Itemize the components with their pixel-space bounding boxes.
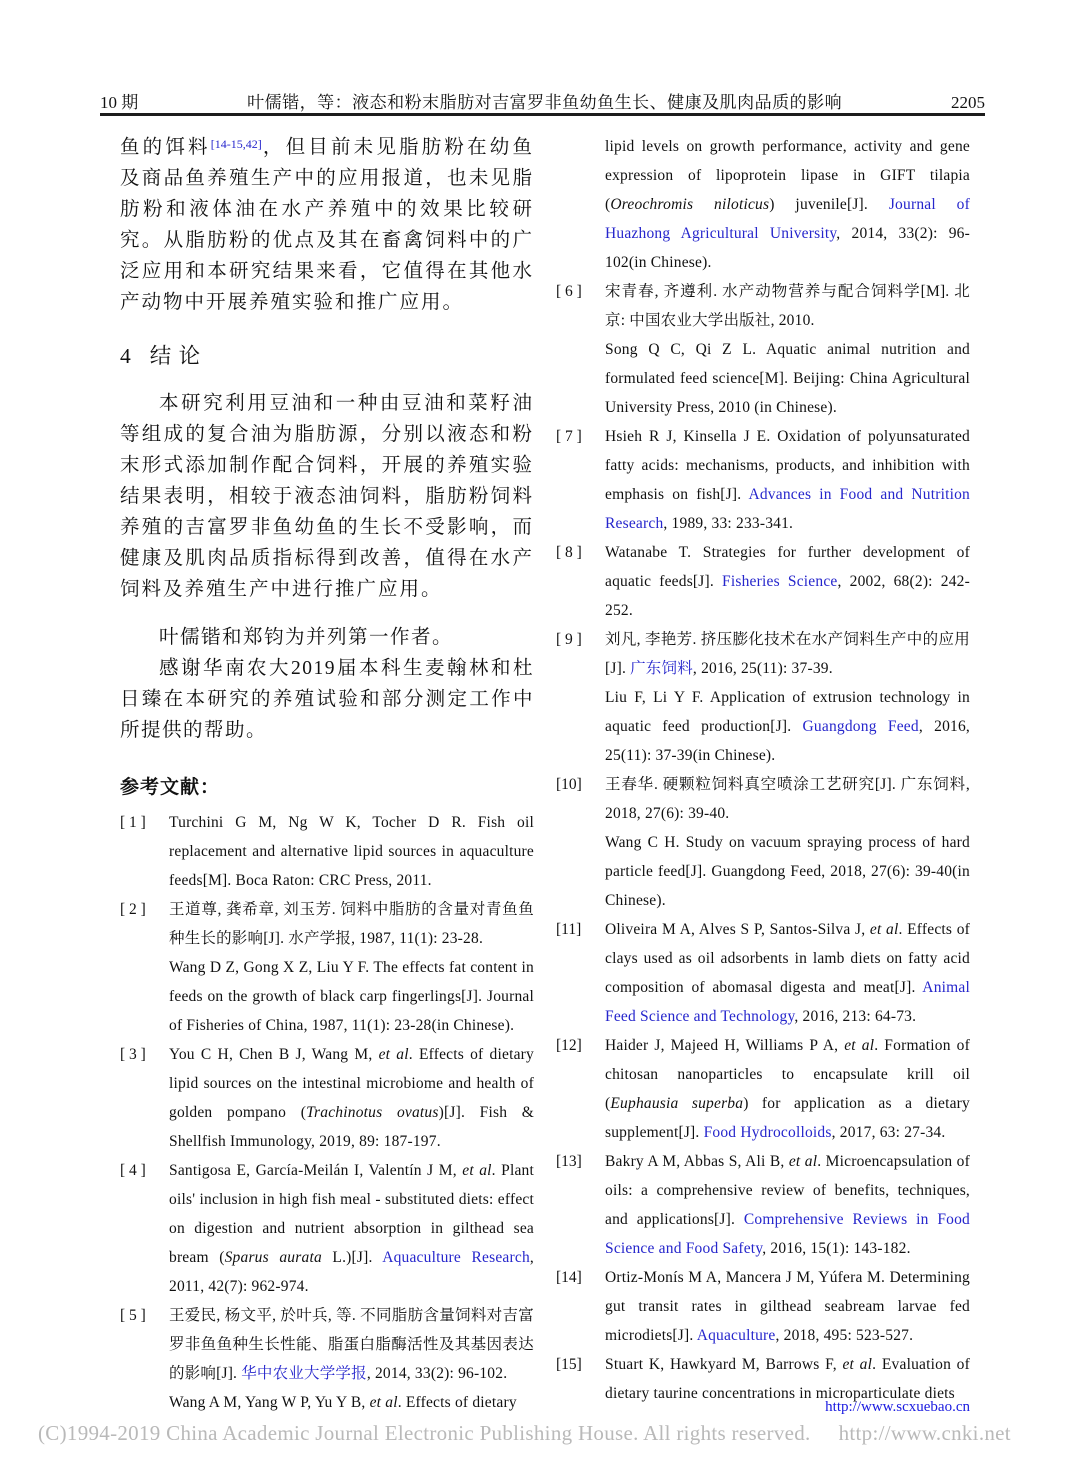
text-run: , 2016, 15(1): 143-182. (762, 1240, 911, 1257)
reference-text (605, 335, 970, 422)
reference-text (605, 625, 970, 683)
text-run: Wang C H. Study on vacuum spraying process of hard particle feed[J]. Guangdong Feed, 2018, 27(6): 39-40(in Chinese). (605, 834, 970, 909)
reference-item (556, 625, 970, 770)
text-run: You C H, Chen B J, Wang M, (169, 1046, 379, 1063)
text-run: . Plant oils' inclusion in high fish meal - substituted diets: effect on digestion and nutrient absorption in gilthead sea bream ( (169, 1162, 535, 1266)
reference-item (120, 1040, 534, 1156)
journal-name-link[interactable]: 华中农业大学学报 (241, 1365, 367, 1382)
reference-number: [ 3 ] (120, 1046, 146, 1063)
reference-body (605, 625, 970, 770)
text-run: Wang D Z, Gong X Z, Liu Y F. The effects fat content in feeds on the growth of black carp fingerlings[J]. Journal of Fisheries of China, 1987, 11(1): 23-28(in Chinese). (169, 959, 534, 1034)
reference-number: [12] (556, 1037, 582, 1054)
reference-number: [14] (556, 1269, 582, 1286)
text-run: Wang A M, Yang W P, Yu Y B, (169, 1394, 370, 1411)
left-column (120, 132, 534, 1417)
text-run: . Effects of dietary lipid sources on the intestinal microbiome and health of golden pompano ( (169, 1046, 534, 1121)
italic-text: Trachinotus ovatus (306, 1104, 439, 1121)
reference-body (605, 1263, 970, 1350)
journal-name-link[interactable]: Animal Feed Science and Technology (605, 979, 970, 1025)
text-run: . Formation of chitosan nanoparticles to encapsulate krill oil ( (605, 1037, 970, 1112)
journal-name-link[interactable]: Comprehensive Reviews in Food Science and Food Safety (605, 1211, 970, 1257)
notes-block (120, 622, 534, 746)
scxuebao-url-link[interactable]: http://www.scxuebao.cn (825, 1399, 970, 1415)
reference-text (169, 808, 534, 895)
italic-text: et al (378, 1046, 409, 1063)
reference-body (605, 770, 970, 915)
text-run: ) for application as a dietary supplement[J]. (605, 1095, 970, 1141)
reference-item (556, 770, 970, 915)
page-number: 2205 (951, 93, 985, 112)
text-run: 刘凡, 李艳芳. 挤压膨化技术在水产饲料生产中的应用[J]. (605, 631, 970, 677)
italic-text: et al (788, 1153, 818, 1170)
text-run: , 1989, 33: 233-341. (663, 515, 794, 532)
reference-text (605, 1263, 970, 1350)
text-run: , 2002, 68(2): 242-252. (605, 573, 970, 619)
text-run: )[J]. Fish & Shellfish Immunology, 2019, 89: 187-197. (169, 1104, 535, 1150)
citation-superscript-link[interactable]: [14-15,42] (210, 136, 262, 151)
text-run: . Effects of clays used as oil adsorbents in lamb diets on fatty acid composition of abomasal digesta and meat[J]. (605, 921, 971, 996)
co-first-author-note: 叶儒锴和郑钧为并列第一作者。 (159, 627, 454, 648)
text-run: Stuart K, Hawkyard M, Barrows F, (605, 1356, 843, 1373)
reference-text (169, 953, 534, 1040)
text-run: Song Q C, Qi Z L. Aquatic animal nutrition and formulated feed science[M]. Beijing: China Agricultural University Press, 2010 (in Chinese). (605, 341, 970, 416)
section-heading-conclusion (120, 339, 534, 370)
text-run: 王道尊, 龚希章, 刘玉芳. 饲料中脂肪的含量对青鱼鱼种生长的影响[J]. 水产学报, 1987, 11(1): 23-28. (169, 901, 534, 947)
reference-body (169, 1040, 534, 1156)
reference-text (169, 1156, 534, 1301)
reference-body (605, 538, 970, 625)
text-run: Turchini G M, Ng W K, Tocher D R. Fish oil replacement and alternative lipid sources in aquaculture feeds[M]. Boca Raton: CRC Press, 2011. (169, 814, 534, 889)
text-run: . Microencapsulation of oils: a comprehensive review of benefits, techniques, and applications[J]. (605, 1153, 970, 1228)
italic-text: et al (462, 1162, 492, 1179)
reference-text (169, 1301, 534, 1388)
reference-text (605, 132, 970, 277)
reference-body (605, 1031, 970, 1147)
reference-number: [ 5 ] (120, 1307, 146, 1324)
text-run: , 2011, 42(7): 962-974. (169, 1249, 534, 1295)
text-run: 王春华. 硬颗粒饲料真空喷涂工艺研究[J]. 广东饲料, 2018, 27(6): 39-40. (605, 776, 970, 822)
journal-name-link[interactable]: Advances in Food and Nutrition Research (605, 486, 970, 532)
italic-text: et al (869, 921, 899, 938)
acknowledgement-note: 感谢华南农大2019届本科生麦翰林和杜日臻在本研究的养殖试验和部分测定工作中所提供的帮助。 (120, 658, 534, 741)
reference-body (169, 895, 534, 1040)
reference-text (605, 422, 970, 538)
reference-item (556, 538, 970, 625)
issue-label: 10 期 (100, 93, 139, 112)
section-number: 4 (120, 344, 132, 368)
cnki-url-link[interactable]: http://www.cnki.net (838, 1421, 1011, 1445)
reference-number: [11] (556, 921, 582, 938)
journal-name-link[interactable]: 广东饲料 (630, 660, 693, 677)
reference-item (120, 1301, 534, 1417)
references-list-left (120, 808, 534, 1417)
text-run: ) juvenile[J]. (769, 196, 889, 213)
italic-text: Sparus aurata (224, 1249, 322, 1266)
reference-body (169, 1301, 534, 1417)
running-title: 叶儒锴，等：液态和粉末脂肪对吉富罗非鱼幼鱼生长、健康及肌肉品质的影响 (247, 93, 843, 112)
reference-number: [10] (556, 776, 582, 793)
reference-number: [ 6 ] (556, 283, 582, 300)
reference-body (169, 808, 534, 895)
journal-name-link[interactable]: Aquaculture Research (382, 1249, 530, 1266)
reference-number: [15] (556, 1356, 582, 1373)
reference-item (120, 1156, 534, 1301)
journal-name-link[interactable]: Journal of Huazhong Agricultural University (605, 196, 970, 242)
text-run: . Effects of dietary (397, 1394, 517, 1411)
reference-text (605, 1147, 970, 1263)
text-run: 王爱民, 杨文平, 於叶兵, 等. 不同脂肪含量饲料对吉富罗非鱼鱼种生长性能、脂蛋白脂酶活性及其基因表达的影响[J]. (169, 1307, 534, 1382)
header-rule (100, 113, 985, 116)
reference-item (120, 895, 534, 1040)
reference-body (605, 915, 970, 1031)
reference-text (605, 828, 970, 915)
right-column (556, 132, 970, 1408)
italic-text: Euphausia superba (610, 1095, 744, 1112)
reference-item (556, 422, 970, 538)
reference-item (556, 1031, 970, 1147)
journal-name-link[interactable]: Fisheries Science (722, 573, 838, 590)
text-run: ，但目前未见脂肪粉在幼鱼及商品鱼养殖生产中的应用报道，也未见脂肪粉和液体油在水产养殖中的效果比较研究。从脂肪粉的优点及其在畜禽饲料中的广泛应用和本研究结果来看，它值得在其他水产动物中开展养殖实验和推广应用。 (120, 137, 534, 313)
text-run: Oliveira M A, Alves S P, Santos-Silva J, (605, 921, 870, 938)
continued-paragraph (120, 132, 534, 318)
italic-text: et al (369, 1394, 398, 1411)
reference-item (556, 277, 970, 422)
references-heading: 参考文献： (120, 777, 221, 798)
reference-body (605, 422, 970, 538)
text-run: . Evaluation of dietary taurine concentrations in microparticulate diets (605, 1356, 970, 1402)
reference-text (605, 683, 970, 770)
text-run: Ortiz-Monís M A, Mancera J M, Yúfera M. Determining gut transit rates in gilthead seabream larvae fed microdiets[J]. (605, 1269, 970, 1344)
reference-number: [ 1 ] (120, 814, 146, 831)
journal-name-link[interactable]: Aquaculture (696, 1327, 776, 1344)
text-run: , 2014, 33(2): 96-102. (366, 1365, 508, 1382)
reference-number: [ 8 ] (556, 544, 582, 561)
reference-text (605, 277, 970, 335)
reference-text (605, 1031, 970, 1147)
reference-item (556, 1263, 970, 1350)
reference-item (120, 808, 534, 895)
journal-name-link[interactable]: Guangdong Feed (802, 718, 919, 735)
page-header (100, 88, 985, 113)
reference-text (169, 1040, 534, 1156)
reference-number: [ 9 ] (556, 631, 582, 648)
reference-number: [13] (556, 1153, 582, 1170)
reference-number: [ 7 ] (556, 428, 582, 445)
reference-text (605, 770, 970, 828)
reference-item (556, 132, 970, 277)
copyright-text: (C)1994-2019 China Academic Journal Electronic Publishing House. All rights reserved. (38, 1421, 811, 1445)
italic-text: Oreochromis niloticus (610, 196, 770, 213)
reference-text (605, 538, 970, 625)
text-run: , 2017, 63: 27-34. (831, 1124, 946, 1141)
reference-body (605, 132, 970, 277)
text-run: , 2014, 33(2): 96-102(in Chinese). (605, 225, 970, 271)
text-run: , 2018, 495: 523-527. (775, 1327, 914, 1344)
reference-number (556, 132, 605, 277)
text-run: , 2016, 25(11): 37-39. (692, 660, 833, 677)
text-run: Liu F, Li Y F. Application of extrusion technology in aquatic feed production[J]. (605, 689, 970, 735)
references-list-right (556, 132, 970, 1408)
reference-text (605, 915, 970, 1031)
text-run: Haider J, Majeed H, Williams P A, (605, 1037, 845, 1054)
copyright-watermark (38, 1421, 1048, 1446)
reference-body (605, 277, 970, 422)
reference-text (169, 1388, 534, 1417)
text-run: Watanabe T. Strategies for further development of aquatic feeds[J]. (605, 544, 970, 590)
reference-number: [ 2 ] (120, 901, 146, 918)
text-run: Hsieh R J, Kinsella J E. Oxidation of polyunsaturated fatty acids: mechanisms, products, and inhibition with emphasis on fish[J]. (605, 428, 970, 503)
journal-name-link[interactable]: Food Hydrocolloids (703, 1124, 832, 1141)
text-run: Bakry A M, Abbas S, Ali B, (605, 1153, 789, 1170)
italic-text: et al (842, 1356, 873, 1373)
section-title: 结 论 (149, 344, 202, 368)
text-run: lipid levels on growth performance, activity and gene expression of lipoprotein lipase in GIFT tilapia ( (605, 138, 970, 213)
reference-item (556, 1147, 970, 1263)
reference-body (605, 1147, 970, 1263)
italic-text: et al (844, 1037, 875, 1054)
reference-text (169, 895, 534, 953)
reference-number: [ 4 ] (120, 1162, 146, 1179)
reference-body (169, 1156, 534, 1301)
conclusion-paragraph: 本研究利用豆油和一种由豆油和菜籽油等组成的复合油为脂肪源，分别以液态和粉末形式添加制作配合饲料，开展的养殖实验结果表明，相较于液态油饲料，脂肪粉饲料养殖的吉富罗非鱼幼鱼的生长不受影响，而健康及肌肉品质指标得到改善，值得在水产饲料及养殖生产中进行推广应用。 (120, 393, 534, 600)
text-run: L.)[J]. (321, 1249, 383, 1266)
text-run: 宋青春, 齐遵利. 水产动物营养与配合饲料学[M]. 北京: 中国农业大学出版社, 2010. (605, 283, 970, 329)
text-run: , 2016, 25(11): 37-39(in Chinese). (605, 718, 970, 764)
text-run: , 2016, 213: 64-73. (794, 1008, 917, 1025)
text-run: Santigosa E, García-Meilán I, Valentín J M, (169, 1162, 463, 1179)
reference-item (556, 915, 970, 1031)
text-run: 鱼的饵料 (120, 137, 211, 158)
